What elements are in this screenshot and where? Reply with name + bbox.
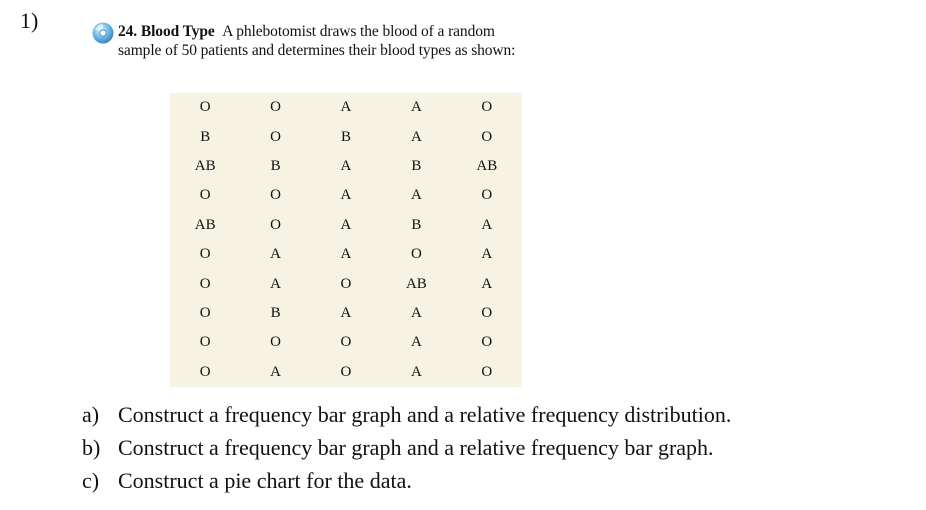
task-item-b bbox=[82, 431, 902, 464]
table-cell: B bbox=[411, 216, 422, 233]
table-cell: O bbox=[199, 304, 211, 321]
table-cell: A bbox=[340, 216, 352, 233]
table-cell: O bbox=[199, 99, 211, 116]
table-cell: O bbox=[481, 363, 493, 380]
table-cell: AB bbox=[194, 216, 216, 233]
table-cell: A bbox=[340, 99, 352, 116]
exercise-line-1 bbox=[118, 22, 638, 41]
table-cell: O bbox=[199, 187, 211, 204]
question-number: 1) bbox=[20, 8, 39, 33]
table-row bbox=[170, 240, 522, 269]
table-cell: A bbox=[410, 304, 422, 321]
table-cell: O bbox=[481, 187, 493, 204]
table-cell: A bbox=[340, 246, 352, 263]
task-text: Construct a frequency bar graph and a relative frequency bar graph. bbox=[118, 435, 714, 460]
table-cell: O bbox=[481, 128, 493, 145]
table-row bbox=[170, 358, 522, 387]
table-cell: A bbox=[481, 246, 493, 263]
table-cell: AB bbox=[476, 157, 498, 174]
table-row bbox=[170, 328, 522, 357]
task-text: Construct a frequency bar graph and a relative frequency distribution. bbox=[118, 402, 732, 427]
table-row bbox=[170, 181, 522, 210]
table-cell: O bbox=[410, 246, 422, 263]
table-cell: B bbox=[200, 128, 211, 145]
table-cell: B bbox=[270, 157, 281, 174]
table-cell: A bbox=[410, 334, 422, 351]
table-row bbox=[170, 299, 522, 328]
table-cell: O bbox=[270, 216, 281, 233]
table-cell: A bbox=[481, 216, 493, 233]
table-cell: O bbox=[199, 363, 211, 380]
table-row bbox=[170, 93, 522, 122]
table-cell: A bbox=[270, 246, 281, 263]
table-cell: A bbox=[270, 363, 281, 380]
table-row bbox=[170, 122, 522, 151]
table-cell: O bbox=[270, 99, 281, 116]
task-item-a bbox=[82, 398, 902, 431]
task-item-c bbox=[82, 464, 902, 497]
table-cell: A bbox=[410, 128, 422, 145]
table-cell: O bbox=[270, 187, 281, 204]
table-cell: B bbox=[270, 304, 281, 321]
task-label: a) bbox=[82, 402, 100, 427]
task-text: Construct a pie chart for the data. bbox=[118, 468, 412, 493]
task-list bbox=[82, 398, 902, 497]
table-cell: A bbox=[410, 99, 422, 116]
table-cell: O bbox=[481, 334, 493, 351]
table-cell: O bbox=[199, 275, 211, 292]
exercise-title: 24. Blood Type bbox=[118, 23, 215, 40]
table-cell: B bbox=[340, 128, 351, 145]
table-row bbox=[170, 152, 522, 181]
table-cell: A bbox=[270, 275, 281, 292]
table-cell: A bbox=[340, 157, 352, 174]
cd-disc-icon bbox=[92, 22, 114, 44]
table-cell: A bbox=[340, 187, 352, 204]
table-cell: O bbox=[481, 99, 493, 116]
blood-type-table bbox=[170, 93, 522, 387]
table-cell: O bbox=[340, 334, 352, 351]
table-cell: A bbox=[410, 363, 422, 380]
table-cell: O bbox=[340, 275, 352, 292]
exercise-header bbox=[118, 22, 638, 60]
exercise-description-1: A phlebotomist draws the blood of a random bbox=[222, 23, 495, 40]
table-cell: AB bbox=[405, 275, 427, 292]
table-cell: A bbox=[410, 187, 422, 204]
table-row bbox=[170, 211, 522, 240]
table-cell: O bbox=[199, 246, 211, 263]
table-cell: O bbox=[270, 128, 281, 145]
table-cell: O bbox=[270, 334, 281, 351]
table-cell: A bbox=[340, 304, 352, 321]
table-cell: O bbox=[340, 363, 352, 380]
table-cell: A bbox=[481, 275, 493, 292]
task-label: c) bbox=[82, 468, 100, 493]
task-label: b) bbox=[82, 435, 101, 460]
table-cell: B bbox=[411, 157, 422, 174]
exercise-description-2: sample of 50 patients and determines their blood types as shown: bbox=[118, 42, 516, 59]
table-cell: AB bbox=[194, 157, 216, 174]
table-row bbox=[170, 269, 522, 298]
table-cell: O bbox=[199, 334, 211, 351]
table-cell: O bbox=[481, 304, 493, 321]
